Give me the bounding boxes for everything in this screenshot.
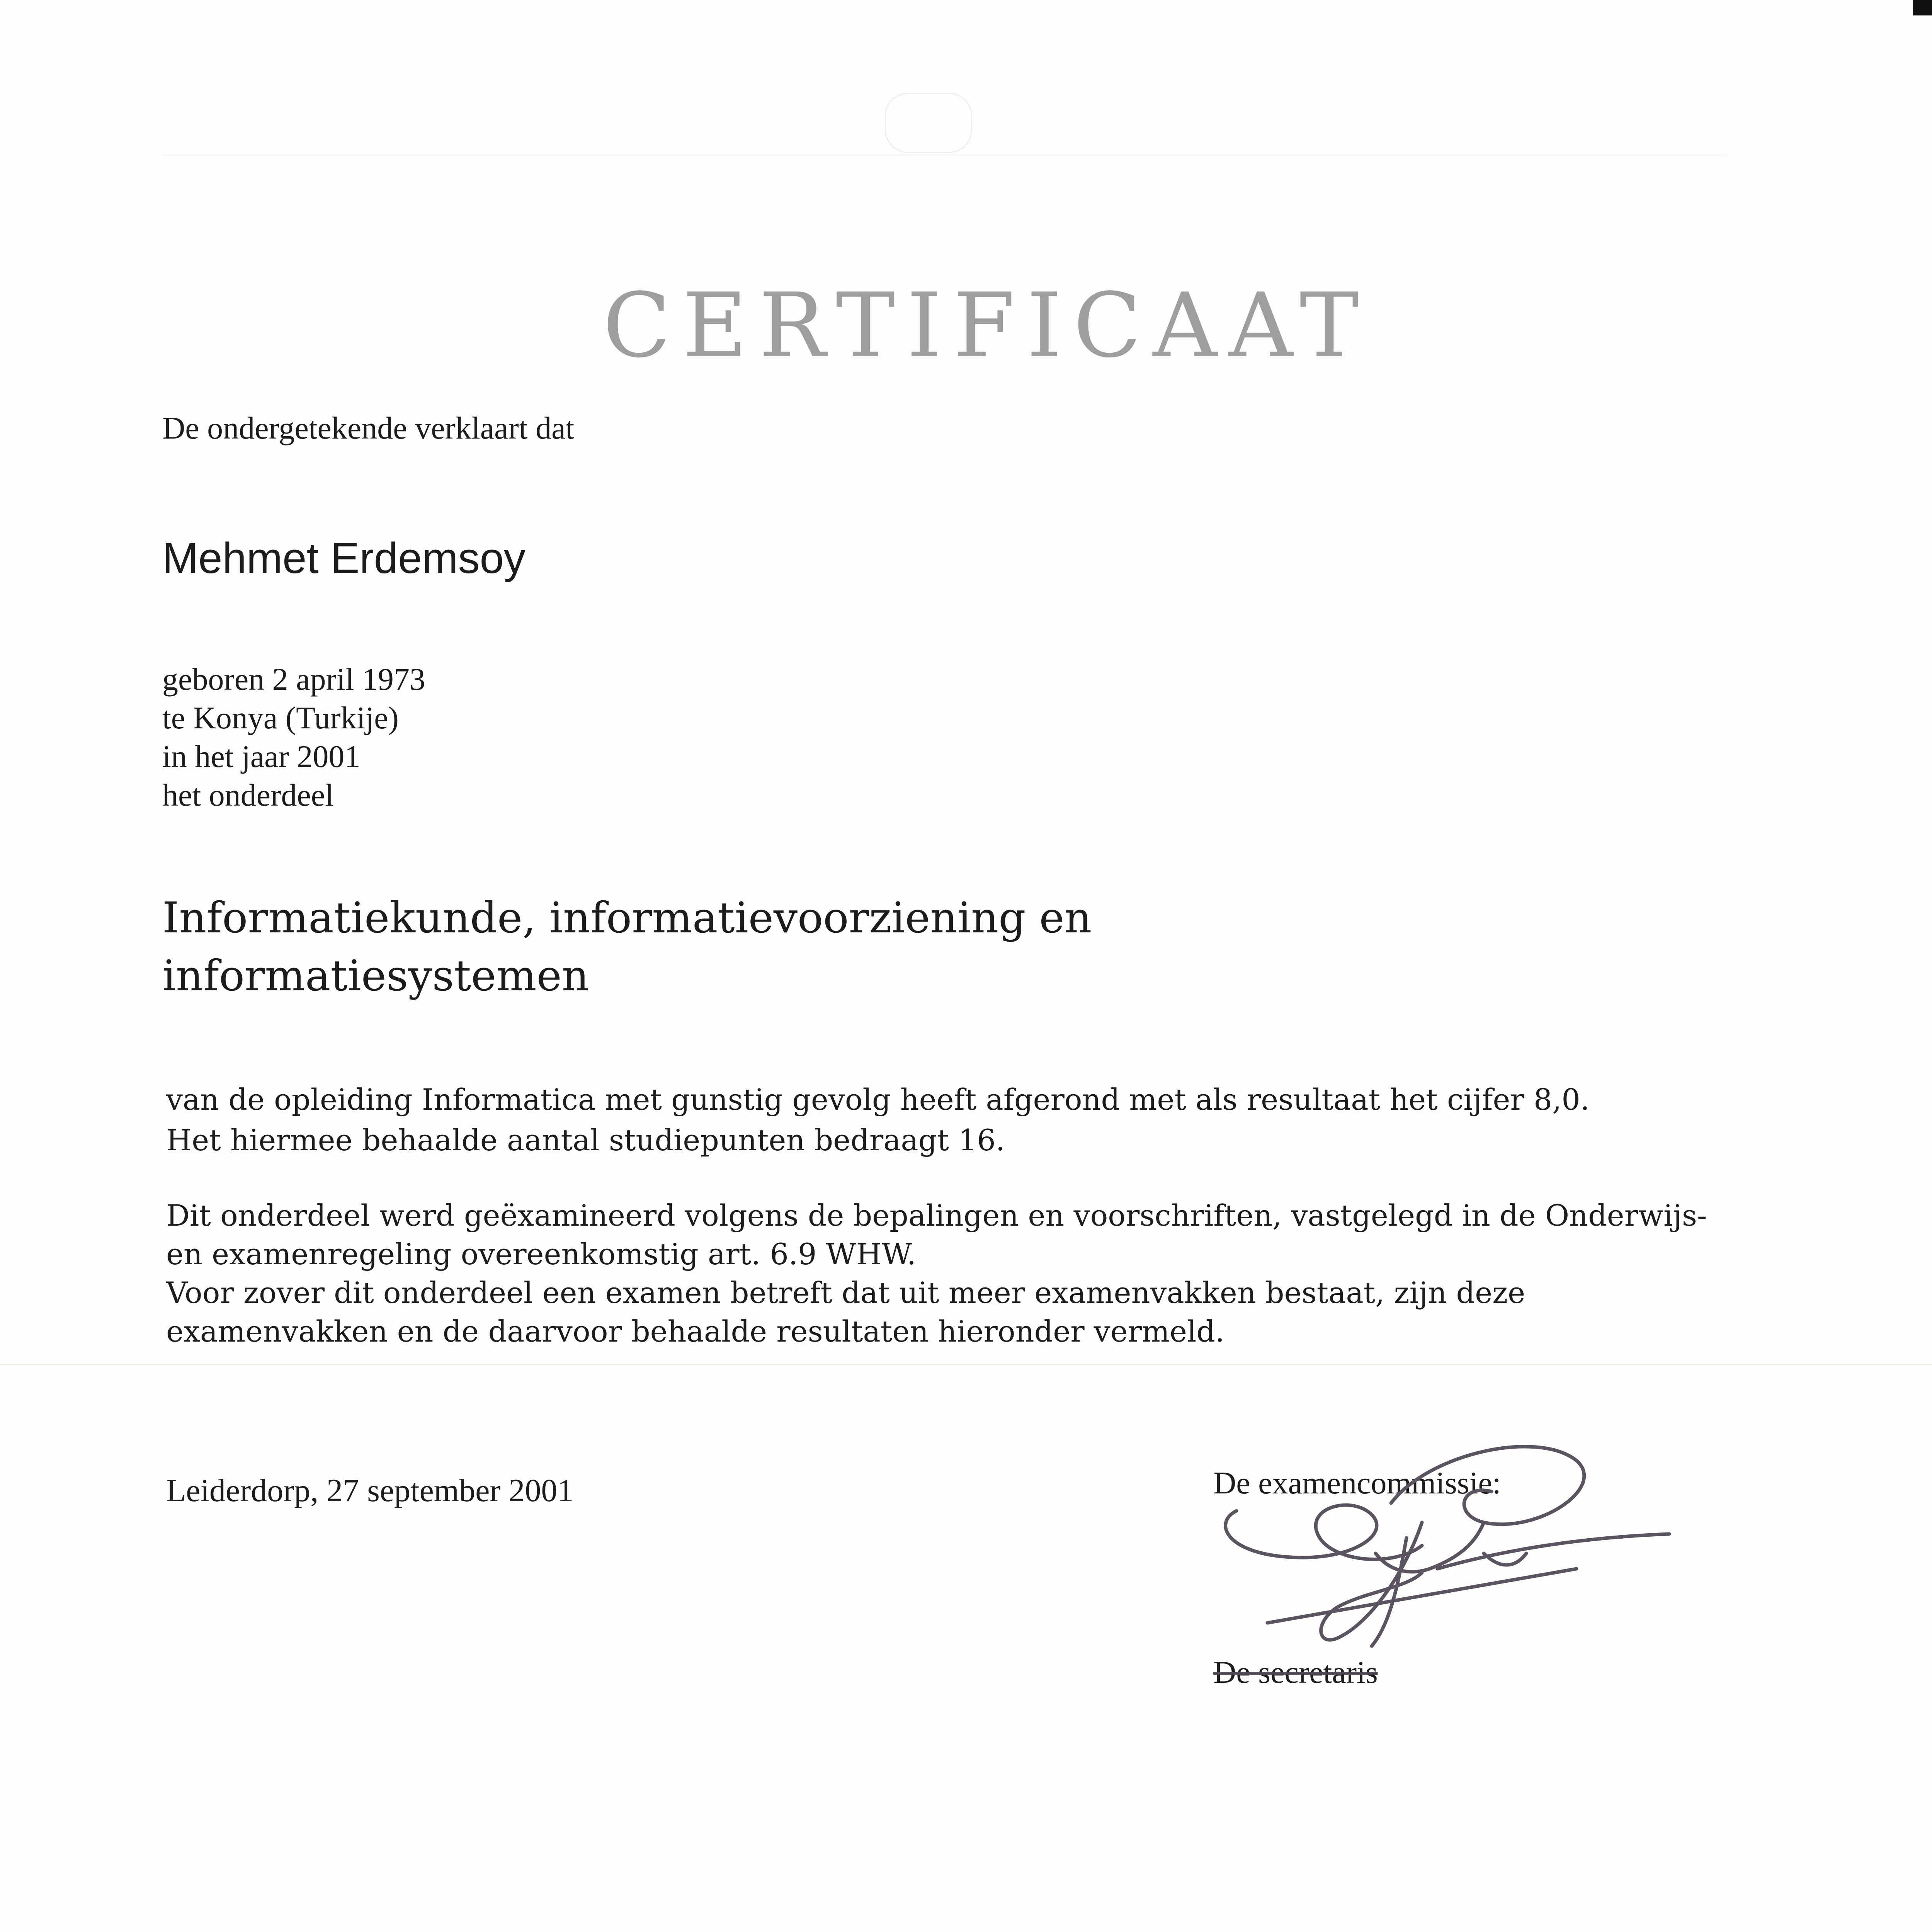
regulation-line: Dit onderdeel werd geëxamineerd volgens de bepalingen en voorschriften, vastgelegd in de Onderwijs- bbox=[166, 1198, 1707, 1233]
regulation-line: en examenregeling overeenkomstig art. 6.9 WHW. bbox=[166, 1237, 916, 1271]
fold-line bbox=[0, 1364, 1932, 1365]
detail-year: in het jaar 2001 bbox=[162, 739, 361, 774]
detail-birth-place: te Konya (Turkije) bbox=[162, 700, 399, 735]
regulation-line: examenvakken en de daarvoor behaalde resultaten hieronder vermeld. bbox=[166, 1314, 1225, 1349]
subject-line: informatiesystemen bbox=[162, 951, 589, 1000]
intro-text: De ondergetekende verklaart dat bbox=[162, 410, 575, 446]
result-line: Het hiermee behaalde aantal studiepunten bedraagt 16. bbox=[166, 1123, 1005, 1157]
recipient-name: Mehmet Erdemsoy bbox=[162, 534, 526, 582]
subject-title bbox=[162, 889, 1092, 1005]
detail-birth-date: geboren 2 april 1973 bbox=[162, 662, 425, 697]
secretary-label bbox=[1213, 1654, 1378, 1691]
committee-label: De examencommissie: bbox=[1213, 1465, 1501, 1500]
result-line: van de opleiding Informatica met gunstig gevolg heeft afgerond met als resultaat het cijfer 8,0. bbox=[166, 1082, 1590, 1117]
watermark-emblem bbox=[885, 93, 972, 153]
place-date: Leiderdorp, 27 september 2001 bbox=[166, 1473, 574, 1509]
detail-part: het onderdeel bbox=[162, 777, 334, 813]
scan-edge bbox=[1913, 0, 1932, 15]
regulation-line: Voor zover dit onderdeel een examen betreft dat uit meer examenvakken bestaat, zijn deze bbox=[166, 1276, 1526, 1310]
certificate-title: CERTIFICAAT bbox=[603, 274, 1371, 378]
secretary-label-text: De secretaris bbox=[1213, 1655, 1378, 1690]
subject-line: Informatiekunde, informatievoorziening en bbox=[162, 893, 1092, 942]
